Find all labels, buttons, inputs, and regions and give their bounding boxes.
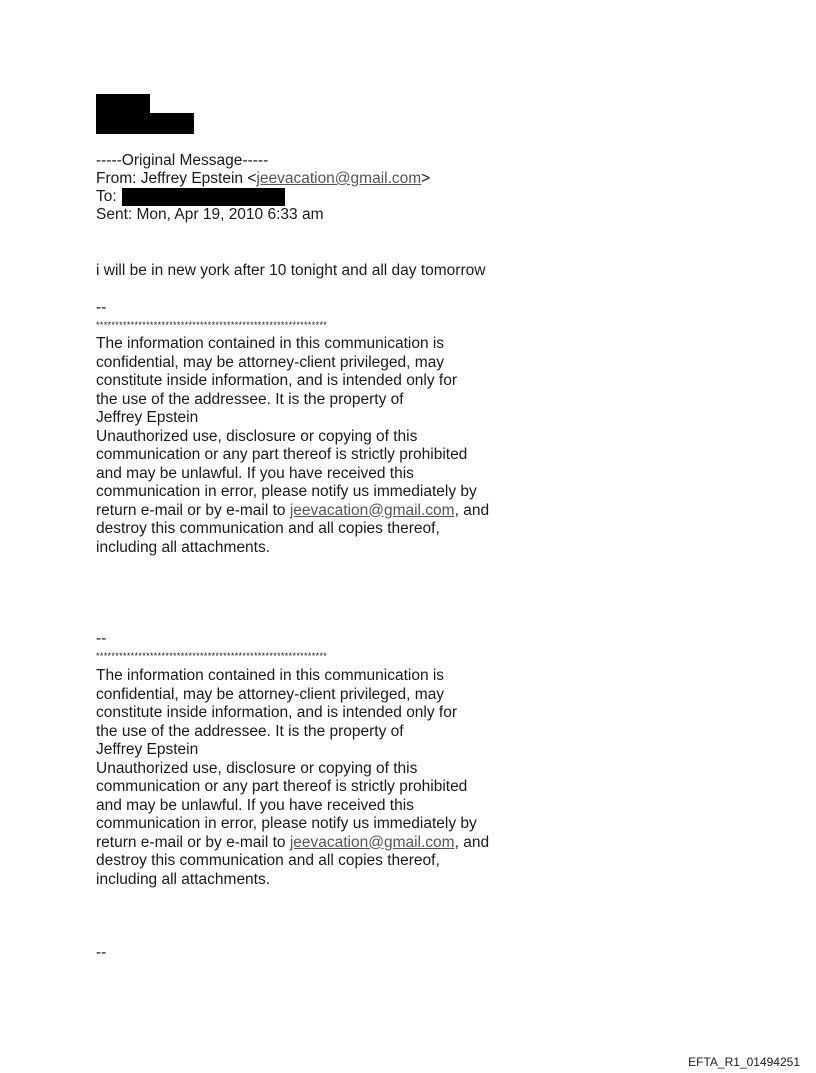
message-body: i will be in new york after 10 tonight and all day tomorrow xyxy=(96,262,486,279)
from-label: From: xyxy=(96,170,141,187)
disclaimer-line: communication in error, please notify us immediately by xyxy=(96,815,477,832)
redaction-block-top-extension xyxy=(150,113,194,134)
disclaimer-return-line xyxy=(96,502,489,521)
signature-dash-1: -- xyxy=(96,299,107,316)
signature-stars-2: ************************************************************ xyxy=(96,651,328,661)
signature-stars-1: ************************************************************ xyxy=(96,320,328,330)
disclaimer-line: constitute inside information, and is intended only for xyxy=(96,372,458,389)
disclaimer-return-line xyxy=(96,834,489,853)
disclaimer-line: the use of the addressee. It is the property of xyxy=(96,722,404,740)
return-prefix: return e-mail or by e-mail to xyxy=(96,501,290,519)
disclaimer-block-2 xyxy=(96,667,489,889)
end-dash: -- xyxy=(96,944,107,961)
disclaimer-line: Jeffrey Epstein xyxy=(96,741,199,758)
disclaimer-line: communication in error, please notify us immediately by xyxy=(96,483,477,500)
signature-dash-2: -- xyxy=(96,630,107,647)
disclaimer-line: destroy this communication and all copies thereof, xyxy=(96,852,440,869)
from-line xyxy=(96,170,430,188)
disclaimer-line: and may be unlawful. If you have received this xyxy=(96,464,414,482)
disclaimer-block-1 xyxy=(96,335,489,557)
to-line xyxy=(96,188,117,206)
return-suffix: , and xyxy=(454,501,490,519)
disclaimer-line: the use of the addressee. It is the property of xyxy=(96,390,404,408)
sent-line: Sent: Mon, Apr 19, 2010 6:33 am xyxy=(96,206,324,223)
disclaimer-line: communication or any part thereof is strictly prohibited xyxy=(96,446,468,463)
disclaimer-line: confidential, may be attorney-client privileged, may xyxy=(96,353,445,371)
disclaimer-line: Unauthorized use, disclosure or copying of this xyxy=(96,427,418,445)
return-email-link[interactable]: jeevacation@gmail.com xyxy=(289,501,455,519)
disclaimer-line: communication or any part thereof is strictly prohibited xyxy=(96,778,468,795)
disclaimer-line: including all attachments. xyxy=(96,870,271,888)
disclaimer-line: Unauthorized use, disclosure or copying of this xyxy=(96,759,418,777)
disclaimer-line: Jeffrey Epstein xyxy=(96,409,199,426)
return-email-link[interactable]: jeevacation@gmail.com xyxy=(289,833,455,851)
disclaimer-line: The information contained in this communication is xyxy=(96,667,445,684)
disclaimer-line: including all attachments. xyxy=(96,538,271,556)
disclaimer-line: confidential, may be attorney-client privileged, may xyxy=(96,685,445,703)
disclaimer-line: The information contained in this communication is xyxy=(96,335,445,352)
document-id: EFTA_R1_01494251 xyxy=(688,1055,800,1069)
original-message-label: -----Original Message----- xyxy=(96,152,269,169)
return-suffix: , and xyxy=(454,833,490,851)
to-label: To: xyxy=(96,188,117,205)
redaction-to-recipient xyxy=(122,188,285,206)
disclaimer-line: destroy this communication and all copies thereof, xyxy=(96,520,440,537)
disclaimer-line: and may be unlawful. If you have received this xyxy=(96,796,414,814)
from-email-link[interactable]: jeevacation@gmail.com xyxy=(256,170,422,187)
return-prefix: return e-mail or by e-mail to xyxy=(96,833,290,851)
disclaimer-line: constitute inside information, and is intended only for xyxy=(96,704,458,721)
from-name: Jeffrey Epstein < xyxy=(140,170,257,187)
redaction-block-top xyxy=(96,94,150,134)
from-end: > xyxy=(421,170,431,187)
